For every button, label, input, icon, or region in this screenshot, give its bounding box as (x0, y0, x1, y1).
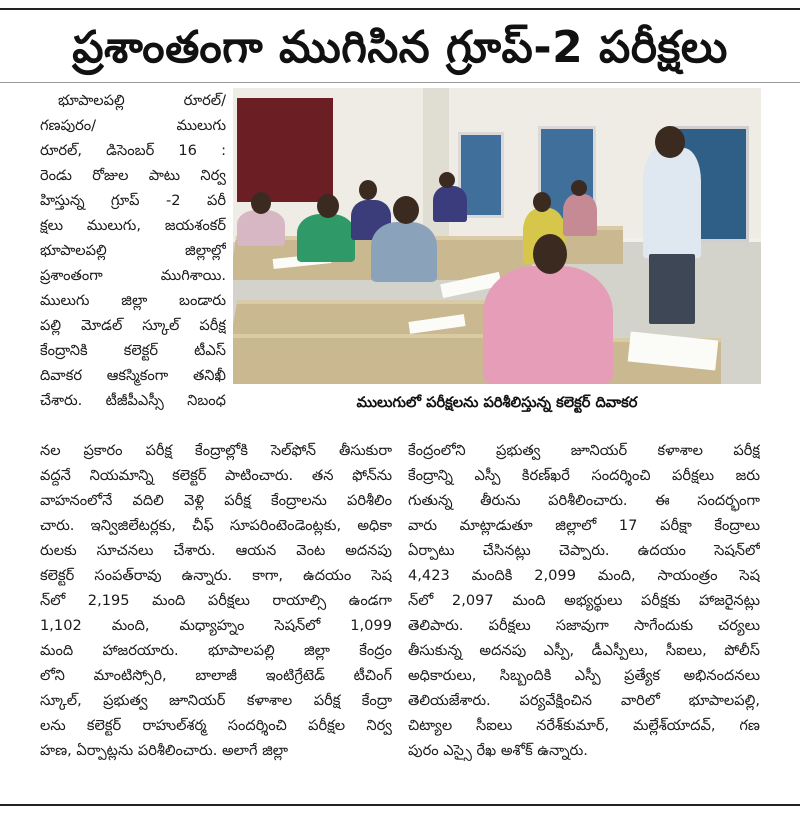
article-line: న్‌లో 2,195 మంది పరీక్షలు రాయాల్సి ఉండగా (40, 592, 392, 609)
article-line: లను కలెక్టర్ రాహుల్‌శర్మ సందర్శించి పరీక్షల నిర్వ (40, 717, 392, 734)
article-line: ములుగు జిల్లా బండారు (40, 292, 226, 309)
article-line: భూపాలపల్లి జిల్లాల్లో (40, 242, 226, 259)
photo-student (371, 222, 437, 282)
photo-student-head (571, 180, 587, 196)
article-line: 4,423 మందికి 2,099 మంది, సాయంత్రం సెష (408, 567, 760, 584)
article-line: భూపాలపల్లి రూరల్/ (58, 92, 226, 109)
photo-notice-board (237, 98, 333, 202)
article-column-left-narrow (40, 88, 226, 413)
article-line: లోని మాంటిస్సోరి, బాలాజీ ఇంటిగ్రేటెడ్ టీచింగ్ (40, 667, 392, 684)
article-line: దివాకర ఆకస్మికంగా తనిఖీ (40, 367, 226, 384)
bottom-rule (0, 804, 800, 806)
photo-student (297, 214, 355, 262)
article-line: గణపురం/ ములుగు (40, 117, 226, 134)
photo-caption: ములుగులో పరీక్షలను పరిశీలిస్తున్న కలెక్టర్ దివాకర (356, 394, 638, 411)
headline-rule (0, 82, 800, 83)
photo-student-head (317, 194, 339, 218)
article-line: తీసుకున్న అదనపు ఎస్పీ, డీఎస్పీలు, సీఐలు, పోలీస్ (408, 642, 760, 659)
article-line: రులకు సూచనలు చేశారు. ఆయన వెంట అదనపు (40, 542, 392, 559)
article-line: హణ, ఏర్పాట్లను పరిశీలించారు. అలాగే జిల్లా (40, 742, 289, 759)
article-line: కేంద్రాన్ని ఎస్పీ కిరణ్‌ఖరే సందర్శించి పరీక్షలు జరు (408, 467, 760, 484)
article-line: పురం ఎస్సై రేఖ అశోక్ ఉన్నారు. (408, 742, 588, 759)
article-line: చిట్యాల సీఐలు నరేశ్‌కుమార్, మల్లేశ్‌యాదవ్, గణ (408, 717, 760, 734)
top-rule (0, 8, 800, 10)
article-line: రూరల్, డిసెంబర్ 16 : (40, 142, 226, 159)
article-line: కలెక్టర్ సంపత్‌రావు ఉన్నారు. కాగా, ఉదయం సెష (40, 567, 392, 584)
article-line: తెలిపారు. పరీక్షలు సజావుగా సాగేందుకు చర్యలు (408, 617, 760, 634)
photo-invigilator (643, 148, 701, 258)
article-line: హిస్తున్న గ్రూప్ -2 పరీ (40, 192, 226, 209)
article-line: మంది హాజరయారు. భూపాలపల్లి జిల్లా కేంద్రం (40, 642, 392, 659)
article-line: తెలియజేశారు. పర్యవేక్షించిన వారిలో భూపాలపల్లి, (408, 692, 760, 709)
photo-student-head (533, 234, 567, 274)
photo-invigilator-head (655, 126, 685, 158)
photo-student-head (251, 192, 271, 214)
photo-student (237, 210, 285, 246)
article-column-left-wide (40, 438, 392, 763)
photo-student-head (393, 196, 419, 224)
article-line: కేంద్రంలోని ప్రభుత్వ జూనియర్ కళాశాల పరీక్ష (408, 442, 760, 459)
headline: ప్రశాంతంగా ముగిసిన గ్రూప్-2 పరీక్షలు (72, 22, 728, 73)
photo-student-head (359, 180, 377, 200)
photo-student-head (439, 172, 455, 188)
photo-student (433, 186, 467, 222)
article-line: నల ప్రకారం పరీక్ష కేంద్రాల్లోకి సెల్‌ఫోన్ తీసుకురా (40, 442, 392, 459)
article-line: క్షలు ములుగు, జయశంకర్ (40, 217, 226, 234)
article-line: న్‌లో 2,097 మంది అభ్యర్థులు పరీక్షకు హాజరైనట్లు (408, 592, 760, 609)
photo-invigilator-legs (649, 254, 695, 324)
article-line: వాహనంలోనే వదిలి వెళ్లి పరీక్ష కేంద్రాలను పరిశీలిం (40, 492, 392, 509)
article-line: రెండు రోజుల పాటు నిర్వ (40, 167, 226, 184)
article-line: 1,102 మంది, మధ్యాహ్నం సెషన్‌లో 1,099 (40, 617, 392, 634)
article-line: కేంద్రానికి కలెక్టర్ టీఎస్ (40, 342, 226, 359)
article-line: వారు మాట్లాడుతూ జిల్లాలో 17 పరీక్షా కేంద్రాలు (408, 517, 760, 534)
article-column-right (408, 438, 760, 763)
article-line: చేశారు. టీజీపీఎస్సీ నిబంధ (40, 392, 226, 409)
article-line: వద్దనే నియమాన్ని కలెక్టర్ పాటించారు. తన ఫోన్‌ను (40, 467, 392, 484)
article-line: ప్రశాంతంగా ముగిశాయి. (40, 267, 226, 284)
photo-student (483, 266, 613, 384)
article-line: స్కూల్, ప్రభుత్వ జూనియర్ కళాశాల పరీక్ష కేంద్రా (40, 692, 392, 709)
article-line: ఏర్పాటు చేసినట్లు చెప్పారు. ఉదయం సెషన్‌లో (408, 542, 760, 559)
photo-student (563, 194, 597, 236)
article-line: చారు. ఇన్విజిలేటర్లకు, చీఫ్ సూపరింటెండెంట్లకు, అధికా (40, 517, 392, 534)
article-line: పల్లి మోడల్ స్కూల్ పరీక్ష (40, 317, 226, 334)
photo-student-head (533, 192, 551, 212)
article-line: అధికారులు, సిబ్బందికి ఎస్పీ ప్రత్యేక అభినందనలు (408, 667, 760, 684)
article-line: గుతున్న తీరును పరిశీలించారు. ఈ సందర్భంగా (408, 492, 760, 509)
classroom-exam-photo (233, 88, 761, 384)
